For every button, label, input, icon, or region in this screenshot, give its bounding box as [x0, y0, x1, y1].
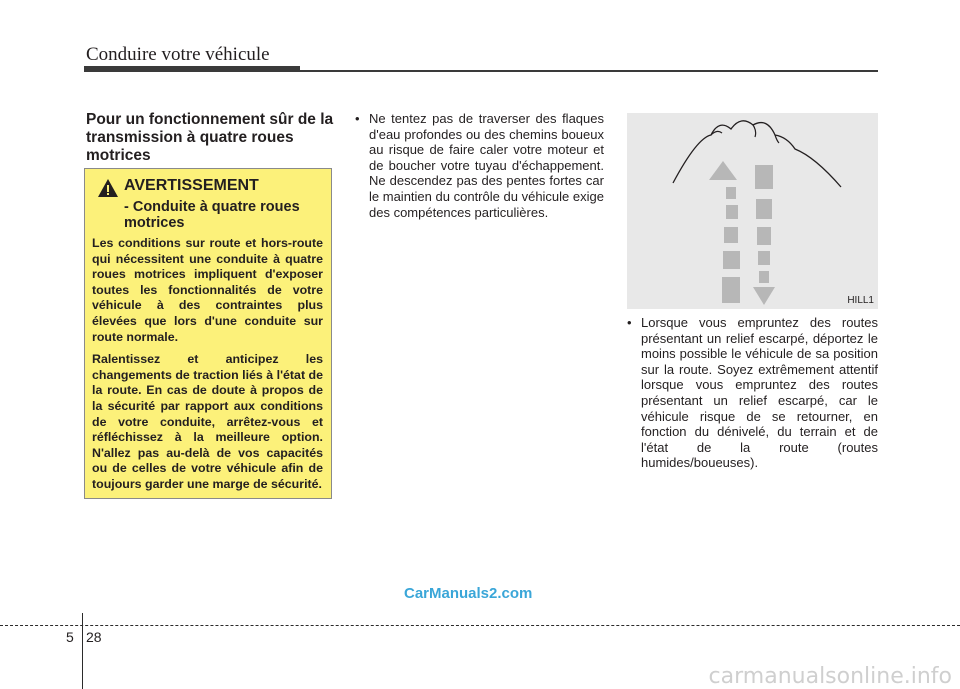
- hill-illustration: [627, 113, 878, 309]
- footer-rule: [0, 625, 960, 626]
- chapter-number: 5: [66, 629, 74, 645]
- warning-box: [84, 168, 332, 499]
- warning-title: AVERTISSEMENT: [124, 177, 259, 194]
- column-3: [626, 315, 878, 471]
- watermark-link[interactable]: CarManuals2.com: [404, 585, 533, 602]
- header-rule-thin: [300, 70, 878, 72]
- footer-divider: [82, 613, 83, 689]
- warning-subtitle: - Conduite à quatre roues motrices: [124, 199, 300, 231]
- warning-paragraph: Ralentissez et anticipez les changements de traction liés à l'état de la route. En cas de doute à propos de la sécurité par rapport aux conditions de votre conduite, arrêtez-vous et réfléchissez à la meilleure option. N'allez pas au-delà de vos capacités ou de celles de votre véhicule afin de toujours garder une marge de sécurité.: [92, 352, 323, 491]
- page-header-title: Conduire votre véhicule: [86, 44, 270, 65]
- header-rule-thick: [84, 66, 300, 72]
- section-title: Pour un fonctionnement sûr de la transmission à quatre roues motrices: [86, 111, 334, 164]
- hill-diagram: [627, 113, 878, 309]
- list-item: [626, 315, 878, 471]
- figure-label: HILL1: [847, 295, 874, 306]
- warning-paragraph: Les conditions sur route et hors-route qui nécessitent une conduite à quatre roues motrices impliquent d'exposer toutes les fonctionnalités de votre véhicule à des contraintes plus élevées que lors d'une conduite sur route normale.: [92, 236, 323, 344]
- bullet-icon: •: [355, 111, 360, 126]
- site-watermark: carmanualsonline.info: [708, 664, 952, 689]
- page-number: 28: [86, 629, 102, 645]
- bullet-text: Lorsque vous empruntez des routes présentant un relief escarpé, déportez le moins possible le véhicule de sa position sur la route. Soyez extrêmement attentif lorsque vous empruntez des routes présentant un relief escarpé, car le véhicule risque de se retourner, en fonction du dénivelé, du terrain et de l'état de la route (routes humides/boueuses).: [641, 315, 878, 471]
- list-item: [354, 111, 604, 220]
- bullet-text: Ne tentez pas de traverser des flaques d'eau profondes ou des chemins boueux au risque de faire caler votre moteur et de boucher votre tuyau d'échappement. Ne descendez pas des pentes fortes car le maintien du contrôle du véhicule exige des compétences particulières.: [369, 111, 604, 220]
- column-2: [354, 111, 604, 220]
- bullet-icon: •: [627, 315, 632, 330]
- warning-triangle-icon: [97, 178, 119, 198]
